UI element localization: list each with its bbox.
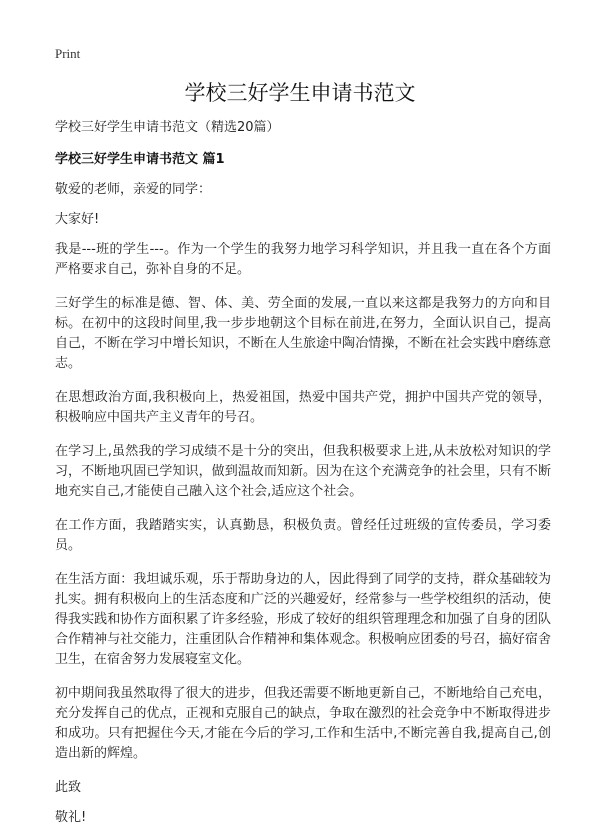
- hello-line: 大家好!: [55, 212, 100, 227]
- paragraph-study: 在学习上,虽然我的学习成绩不是十分的突出，但我积极要求上进,从未放松对知识的学习，不断地巩固已学知识，做到温故而知新。因为在这个充满竞争的社会里，只有不断地充实自己,才能使自己融入这个社会,适应这个社会。: [55, 444, 551, 499]
- greeting: 敬爱的老师，亲爱的同学：: [55, 182, 212, 197]
- paragraph-standard: 三好学生的标准是德、智、体、美、劳全面的发展,一直以来这都是我努力的方向和目标。在初中的这段时间里,我一步步地朝这个目标在前进,在努力，全面认识自己，提高自己，不断在学习中增长知识，不断在人生旅途中陶冶情操，不断在社会实践中磨练意志。: [55, 296, 551, 371]
- document-body: [55, 118, 551, 838]
- paragraph-politics: 在思想政治方面,我积极向上，热爱祖国，热爱中国共产党，拥护中国共产党的领导，积极响应中国共产主义青年的号召。: [55, 390, 551, 425]
- paragraph-life: 在生活方面：我坦诚乐观，乐于帮助身边的人，因此得到了同学的支持，群众基础较为扎实。拥有积极向上的生活态度和广泛的兴趣爱好，经常参与一些学校组织的活动，使得我实践和协作方面积累了许多经验，形成了较好的组织管理理念和加强了自身的团队合作精神与社交能力，注重团队合作精神和集体观念。积极响应团委的号召，搞好宿舍卫生，在宿舍努力发展寝室文化。: [55, 572, 551, 667]
- document-title: 学校三好学生申请书范文: [184, 81, 416, 105]
- closing-line: 此致: [55, 780, 82, 795]
- salute-line: 敬礼!: [55, 810, 87, 825]
- document-subtitle: 学校三好学生申请书范文（精选20篇）: [55, 120, 280, 135]
- paragraph-intro: 我是---班的学生---。作为一个学生的我努力地学习科学知识，并且我一直在各个方面严格要求自己，弥补自身的不足。: [55, 242, 551, 277]
- paragraph-progress: 初中期间我虽然取得了很大的进步，但我还需要不断地更新自己，不断地给自己充电，充分发挥自己的优点，正视和克服自己的缺点，争取在激烈的社会竞争中不断取得进步和成功。只有把握住今天,才能在今后的学习,工作和生活中,不断完善自我,提高自己,创造出新的辉煌。: [55, 686, 551, 761]
- section-heading: 学校三好学生申请书范文 篇1: [55, 152, 225, 167]
- print-link[interactable]: Print: [55, 46, 81, 61]
- paragraph-work: 在工作方面，我踏踏实实，认真勤恳，积极负责。曾经任过班级的宣传委员，学习委员。: [55, 518, 551, 553]
